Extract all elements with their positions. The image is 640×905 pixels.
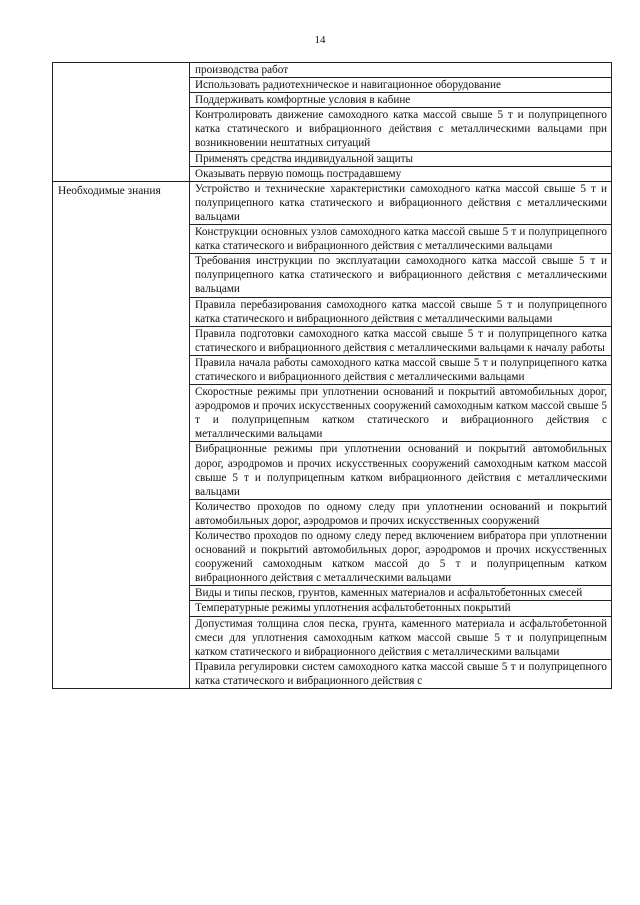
skills-knowledge-table <box>52 62 612 689</box>
skill-item: Поддерживать комфортные условия в кабине <box>190 93 612 108</box>
knowledge-item: Правила подготовки самоходного катка массой свыше 5 т и полуприцепного катка статического и вибрационного действия с металлическими вальцами к началу работы <box>190 326 612 355</box>
previous-section-label-cell <box>53 63 190 182</box>
knowledge-section-label: Необходимые знания <box>53 181 190 688</box>
page-number: 14 <box>314 34 326 46</box>
knowledge-item: Правила перебазирования самоходного катка массой свыше 5 т и полуприцепного катка статического и вибрационного действия с металлическими вальцами <box>190 297 612 326</box>
knowledge-item: Виды и типы песков, грунтов, каменных материалов и асфальтобетонных смесей <box>190 586 612 601</box>
skill-item: производства работ <box>190 63 612 78</box>
table-row <box>53 181 612 224</box>
knowledge-item: Температурные режимы уплотнения асфальтобетонных покрытий <box>190 601 612 616</box>
skill-item: Применять средства индивидуальной защиты <box>190 151 612 166</box>
skill-item: Контролировать движение самоходного катка массой свыше 5 т и полуприцепного катка статического и вибрационного действия с металлическими вальцами при возникновении нештатных ситуаций <box>190 108 612 151</box>
knowledge-item: Требования инструкции по эксплуатации самоходного катка массой свыше 5 т и полуприцепного катка статического и вибрационного действия с металлическими вальцами <box>190 254 612 297</box>
knowledge-item: Правила начала работы самоходного катка массой свыше 5 т и полуприцепного катка статического и вибрационного действия с металлическими вальцами <box>190 355 612 384</box>
knowledge-item: Вибрационные режимы при уплотнении оснований и покрытий автомобильных дорог, аэродромов и прочих искусственных сооружений самоходным катком массой свыше 5 т и полуприцепным катком вибрационного действия с металлическими вальцами <box>190 442 612 499</box>
knowledge-item: Количество проходов по одному следу перед включением вибратора при уплотнении оснований и покрытий автомобильных дорог, аэродромов и прочих искусственных сооружений самоходным катком массой до 5 т и полуприцепным катком вибрационного действия с металлическими вальцами <box>190 529 612 586</box>
skill-item: Оказывать первую помощь пострадавшему <box>190 166 612 181</box>
knowledge-item: Допустимая толщина слоя песка, грунта, каменного материала и асфальтобетонной смеси для уплотнения самоходным катком массой свыше 5 т и полуприцепным катком статического и вибрационного действия с металлическими вальцами <box>190 616 612 659</box>
knowledge-item: Устройство и технические характеристики самоходного катка массой свыше 5 т и полуприцепного катка статического и вибрационного действия с металлическими вальцами <box>190 181 612 224</box>
skill-item: Использовать радиотехническое и навигационное оборудование <box>190 78 612 93</box>
knowledge-item: Скоростные режимы при уплотнении оснований и покрытий автомобильных дорог, аэродромов и прочих искусственных сооружений самоходным катком массой свыше 5 т и полуприцепным катком статического и вибрационного действия с металлическими вальцами <box>190 385 612 442</box>
knowledge-item: Количество проходов по одному следу при уплотнении оснований и покрытий автомобильных дорог, аэродромов и прочих искусственных сооружений <box>190 499 612 528</box>
table-row <box>53 63 612 78</box>
knowledge-item: Правила регулировки систем самоходного катка массой свыше 5 т и полуприцепного катка статического и вибрационного действия с <box>190 659 612 688</box>
knowledge-item: Конструкции основных узлов самоходного катка массой свыше 5 т и полуприцепного катка статического и вибрационного действия с металлическими вальцами <box>190 225 612 254</box>
